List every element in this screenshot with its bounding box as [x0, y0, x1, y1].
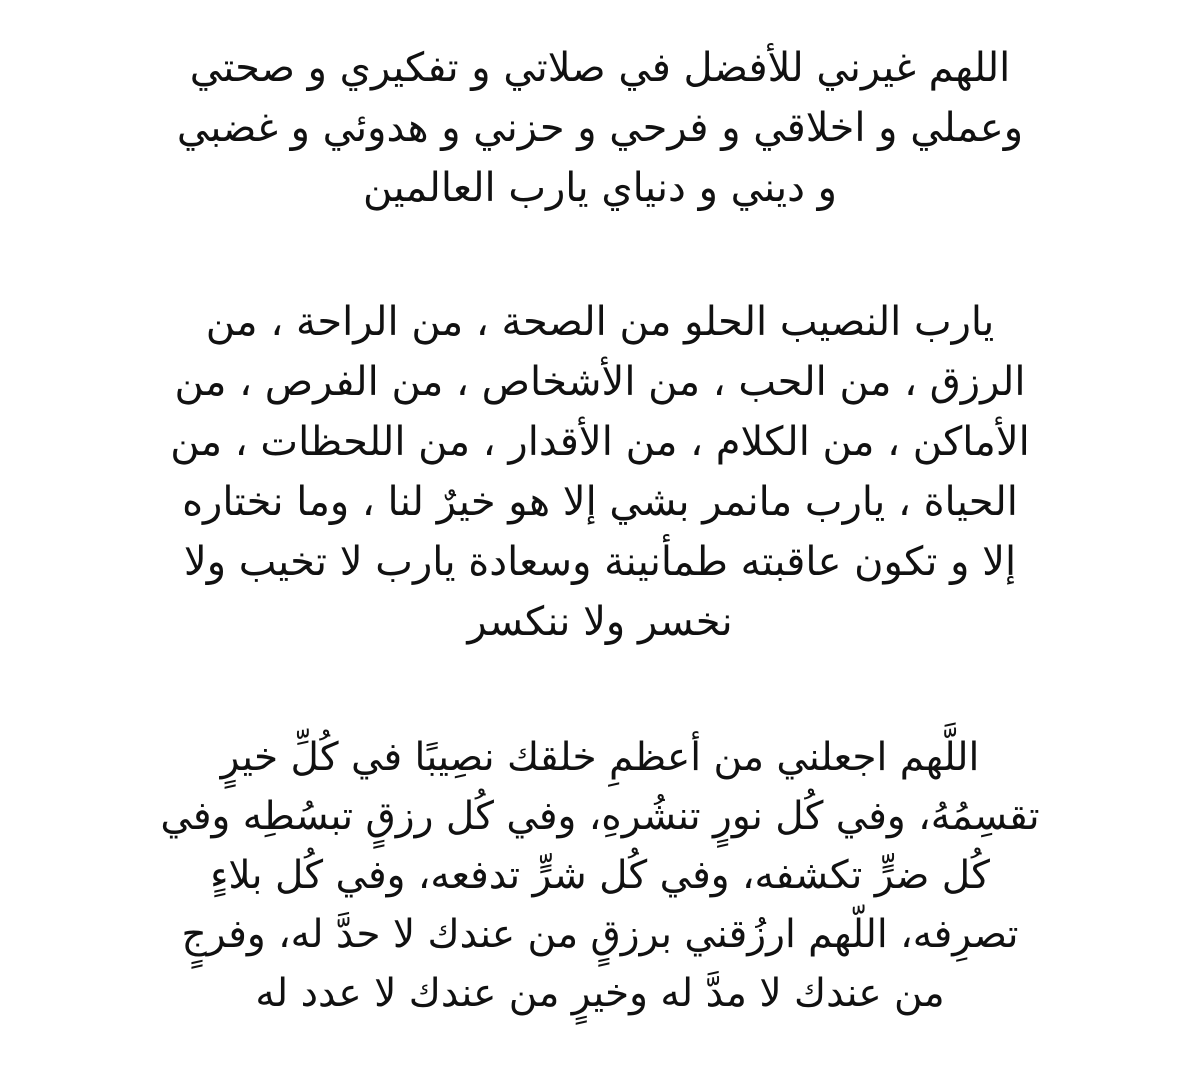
text-line: كُل ضرٍّ تكشفه، وفي كُل شرٍّ تدفعه، وفي كُل بلاءٍ: [210, 853, 990, 898]
text-line: الرزق ، من الحب ، من الأشخاص ، من الفرص ، من: [174, 359, 1026, 405]
text-line: تصرِفه، اللّهم ارزُقني برزقٍ من عندك لا حدَّ له، وفرجٍ: [181, 912, 1019, 957]
text-line: الأماكن ، من الكلام ، من الأقدار ، من اللحظات ، من: [170, 419, 1030, 465]
prayer-paragraph-greatest-share: [100, 728, 1100, 1023]
text-line: الحياة ، يارب مانمر بشي إلا هو خيرٌ لنا ، وما نختاره: [182, 479, 1018, 525]
prayer-paragraph-good-share: [100, 292, 1100, 652]
text-line: يارب النصيب الحلو من الصحة ، من الراحة ، من: [205, 299, 995, 345]
text-line: وعملي و اخلاقي و فرحي و حزني و هدوئي و غضبي: [176, 105, 1024, 151]
text-line: و ديني و دنياي يارب العالمين: [363, 165, 837, 211]
text-line: اللَّهم اجعلني من أعظمِ خلقك نصِيبًا في كُلِّ خيرٍ: [220, 735, 980, 780]
text-line: اللهم غيرني للأفضل في صلاتي و تفكيري و صحتي: [189, 45, 1011, 91]
text-line: تقسِمُهُ، وفي كُل نورٍ تنشُرهِ، وفي كُل رزقٍ تبسُطِه وفي: [160, 794, 1040, 839]
text-line: إلا و تكون عاقبته طمأنينة وسعادة يارب لا تخيب ولا: [183, 539, 1017, 585]
text-line: من عندك لا مدَّ له وخيرٍ من عندك لا عدد له: [255, 971, 945, 1016]
text-line: نخسر ولا ننكسر: [467, 599, 733, 645]
prayer-paragraph-change: [100, 38, 1100, 218]
